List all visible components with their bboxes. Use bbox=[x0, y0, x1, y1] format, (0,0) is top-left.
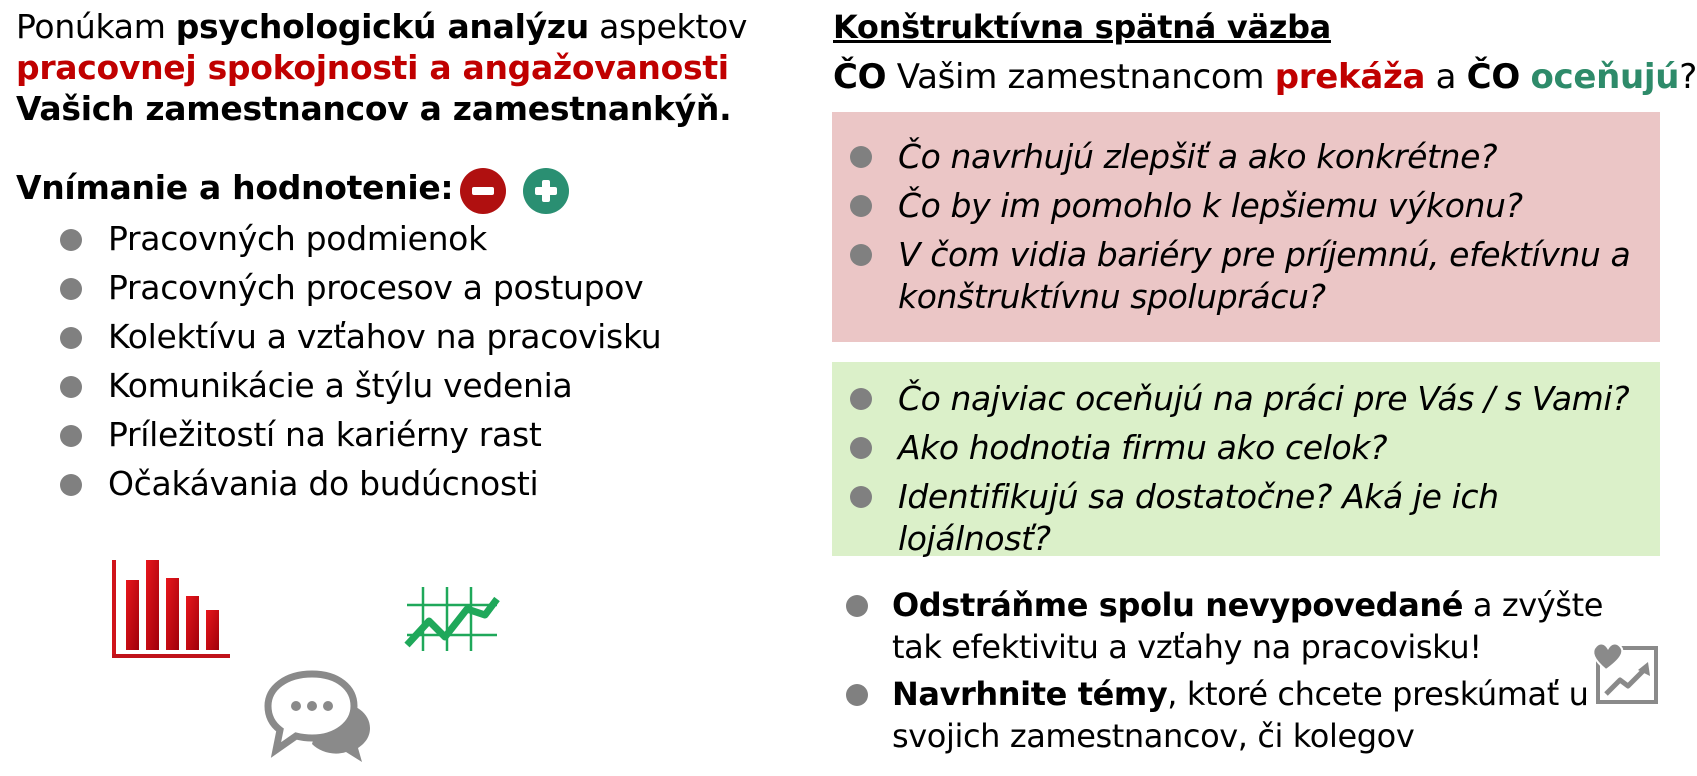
feedback-heading: Konštruktívna spätná väzba bbox=[833, 8, 1331, 46]
trend-up-icon bbox=[405, 585, 499, 657]
list-item: Čo navrhujú zlepšiť a ako konkrétne? bbox=[850, 136, 1650, 178]
bullet-dot bbox=[60, 327, 82, 349]
perception-list bbox=[60, 218, 661, 512]
list-item: Odstráňme spolu nevypovedané a zvýšte tak efektivitu a vzťahy na pracovisku! bbox=[846, 584, 1626, 668]
bullet-dot bbox=[850, 437, 872, 459]
bullet-dot bbox=[846, 684, 868, 706]
list-item: Komunikácie a štýlu vedenia bbox=[60, 365, 661, 414]
list-item: Navrhnite témy, ktoré chcete preskúmať u svojich zamestnancov, či kolegov bbox=[846, 673, 1626, 757]
intro-line-2: pracovnej spokojnosti a angažovanosti bbox=[16, 48, 729, 87]
bullet-dot bbox=[850, 388, 872, 410]
improvement-questions-list bbox=[850, 136, 1650, 325]
bullet-dot bbox=[850, 146, 872, 168]
intro-line-3: Vašich zamestnancov a zamestnankýň. bbox=[16, 89, 732, 128]
appreciation-questions-box bbox=[832, 362, 1660, 556]
bullet-dot bbox=[60, 474, 82, 496]
heart-chart-icon bbox=[1590, 640, 1660, 710]
bullet-dot bbox=[60, 278, 82, 300]
list-item: Kolektívu a vzťahov na pracovisku bbox=[60, 316, 661, 365]
bullet-dot bbox=[60, 229, 82, 251]
intro-text bbox=[16, 6, 747, 129]
appreciation-questions-list bbox=[850, 378, 1650, 567]
list-item: Pracovných procesov a postupov bbox=[60, 267, 661, 316]
plus-circle-icon bbox=[523, 168, 569, 214]
list-item: Pracovných podmienok bbox=[60, 218, 661, 267]
list-item: Čo by im pomohlo k lepšiemu výkonu? bbox=[850, 185, 1650, 227]
bullet-dot bbox=[60, 425, 82, 447]
perception-heading: Vnímanie a hodnotenie: bbox=[16, 168, 454, 207]
list-item: Očakávania do budúcnosti bbox=[60, 463, 661, 512]
list-item: Ako hodnotia firmu ako celok? bbox=[850, 427, 1650, 469]
minus-circle-icon bbox=[460, 168, 506, 214]
bullet-dot bbox=[60, 376, 82, 398]
bullet-dot bbox=[850, 486, 872, 508]
list-item: Identifikujú sa dostatočne? Aká je ich lojálnosť? bbox=[850, 476, 1650, 560]
bullet-dot bbox=[850, 244, 872, 266]
bullet-dot bbox=[850, 195, 872, 217]
bullet-dot bbox=[846, 595, 868, 617]
list-item: Čo najviac oceňujú na práci pre Vás / s Vami? bbox=[850, 378, 1650, 420]
intro-line-1: Ponúkam psychologickú analýzu aspektov bbox=[16, 7, 748, 46]
improvement-questions-box bbox=[832, 112, 1660, 342]
feedback-question: ČO Vašim zamestnancom prekáža a ČO oceňujú? bbox=[833, 57, 1697, 97]
chat-bubbles-icon bbox=[266, 670, 372, 766]
list-item: V čom vidia bariéry pre príjemnú, efektívnu a konštruktívnu spoluprácu? bbox=[850, 234, 1650, 318]
call-to-action-list bbox=[846, 584, 1626, 762]
bar-chart-icon bbox=[108, 558, 234, 668]
list-item: Príležitostí na kariérny rast bbox=[60, 414, 661, 463]
